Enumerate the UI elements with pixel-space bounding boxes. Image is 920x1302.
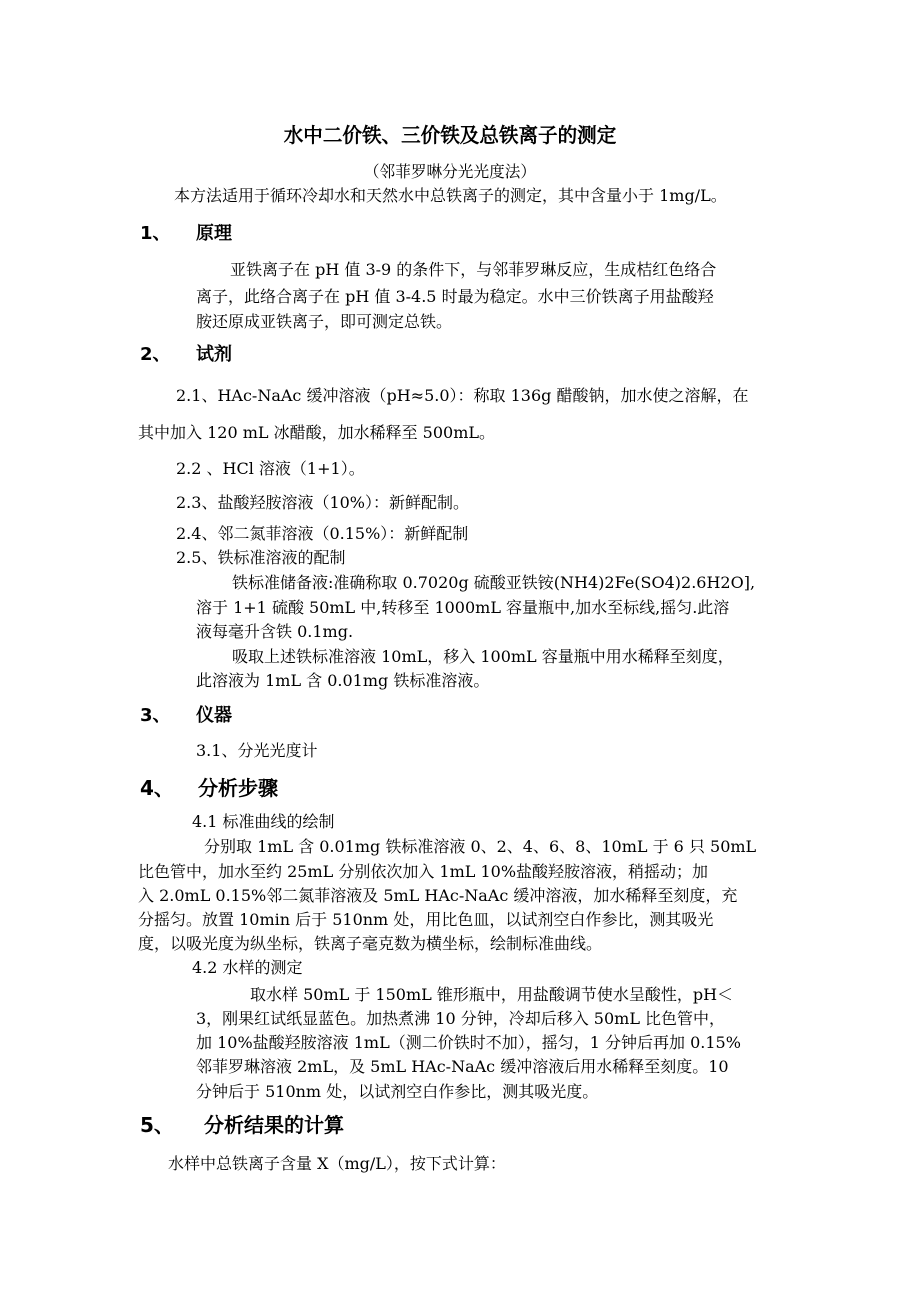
section-number: 5、 [140,1113,174,1137]
paragraph-line: 分钟后于 510nm 处，以试剂空白作参比，测其吸光度。 [196,1082,599,1101]
section-heading: 原理 [196,223,232,244]
reagent-item-continued: 其中加入 120 mL 冰醋酸，加水稀释至 500mL。 [138,423,496,442]
subsection-heading: 4.2 水样的测定 [192,958,303,977]
reagent-item: 2.4、邻二氮菲溶液（0.15%）：新鲜配制 [176,524,469,543]
document-title: 水中二价铁、三价铁及总铁离子的测定 [283,123,617,147]
reagent-item: 2.2 、HCl 溶液（1+1）。 [176,459,365,478]
section-number: 2、 [140,344,171,365]
reagent-item: 2.3、盐酸羟胺溶液（10%）：新鲜配制。 [176,493,470,512]
paragraph-line: 液每毫升含铁 0.1mg. [196,622,354,641]
paragraph-line: 分摇匀。放置 10min 后于 510nm 处，用比色皿，以试剂空白作参比，测其吸光 [138,910,714,929]
subsection-heading: 4.1 标准曲线的绘制 [192,812,335,831]
paragraph-line: 吸取上述铁标准溶液 10mL，移入 100mL 容量瓶中用水稀释至刻度， [232,647,734,666]
paragraph-line: 此溶液为 1mL 含 0.01mg 铁标准溶液。 [196,671,490,690]
paragraph-line: 胺还原成亚铁离子，即可测定总铁。 [196,312,453,331]
paragraph-line: 邻菲罗琳溶液 2mL，及 5mL HAc-NaAc 缓冲溶液后用水稀释至刻度。10 [196,1057,729,1076]
paragraph-line: 比色管中，加水至约 25mL 分别依次加入 1mL 10%盐酸羟胺溶液，稍摇动；加 [138,862,709,881]
paragraph-line: 度，以吸光度为纵坐标，铁离子毫克数为横坐标，绘制标准曲线。 [138,934,603,953]
paragraph-line: 水样中总铁离子含量 X（mg/L），按下式计算： [168,1154,506,1173]
section-heading: 仪器 [196,705,232,726]
section-number: 4、 [140,776,174,800]
paragraph-line: 取水样 50mL 于 150mL 锥形瓶中，用盐酸调节使水呈酸性，pH＜ [250,985,734,1004]
instrument-item: 3.1、分光光度计 [196,741,318,760]
section-heading: 试剂 [196,344,232,365]
paragraph-line: 铁标准储备液:准确称取 0.7020g 硫酸亚铁铵(NH4)2Fe(SO4)2.6H2O], [232,573,756,592]
paragraph-line: 3，刚果红试纸显蓝色。加热煮沸 10 分钟，冷却后移入 50mL 比色管中， [196,1009,726,1028]
document-subtitle: （邻菲罗啉分光光度法） [363,162,537,181]
reagent-item: 2.5、铁标准溶液的配制 [176,548,346,567]
paragraph-line: 溶于 1+1 硫酸 50mL 中,转移至 1000mL 容量瓶中,加水至标线,摇匀.此溶 [196,598,730,617]
intro-paragraph: 本方法适用于循环冷却水和天然水中总铁离子的测定，其中含量小于 1mg/L。 [174,186,727,205]
paragraph-line: 入 2.0mL 0.15%邻二氮菲溶液及 5mL HAc-NaAc 缓冲溶液，加水稀释至刻度，充 [138,886,738,905]
section-number: 3、 [140,705,171,726]
reagent-item: 2.1、HAc-NaAc 缓冲溶液（pH≈5.0）：称取 136g 醋酸钠，加水使之溶解，在 [176,386,749,405]
paragraph-line: 亚铁离子在 pH 值 3-9 的条件下，与邻菲罗琳反应，生成桔红色络合 [230,260,717,279]
section-heading: 分析结果的计算 [204,1113,344,1137]
section-number: 1、 [140,223,171,244]
paragraph-line: 分别取 1mL 含 0.01mg 铁标准溶液 0、2、4、6、8、10mL 于 6 只 50mL [204,837,757,856]
paragraph-line: 离子，此络合离子在 pH 值 3-4.5 时最为稳定。水中三价铁离子用盐酸羟 [196,287,714,306]
paragraph-line: 加 10%盐酸羟胺溶液 1mL（测二价铁时不加），摇匀，1 分钟后再加 0.15% [196,1033,741,1052]
section-heading: 分析步骤 [198,776,278,800]
